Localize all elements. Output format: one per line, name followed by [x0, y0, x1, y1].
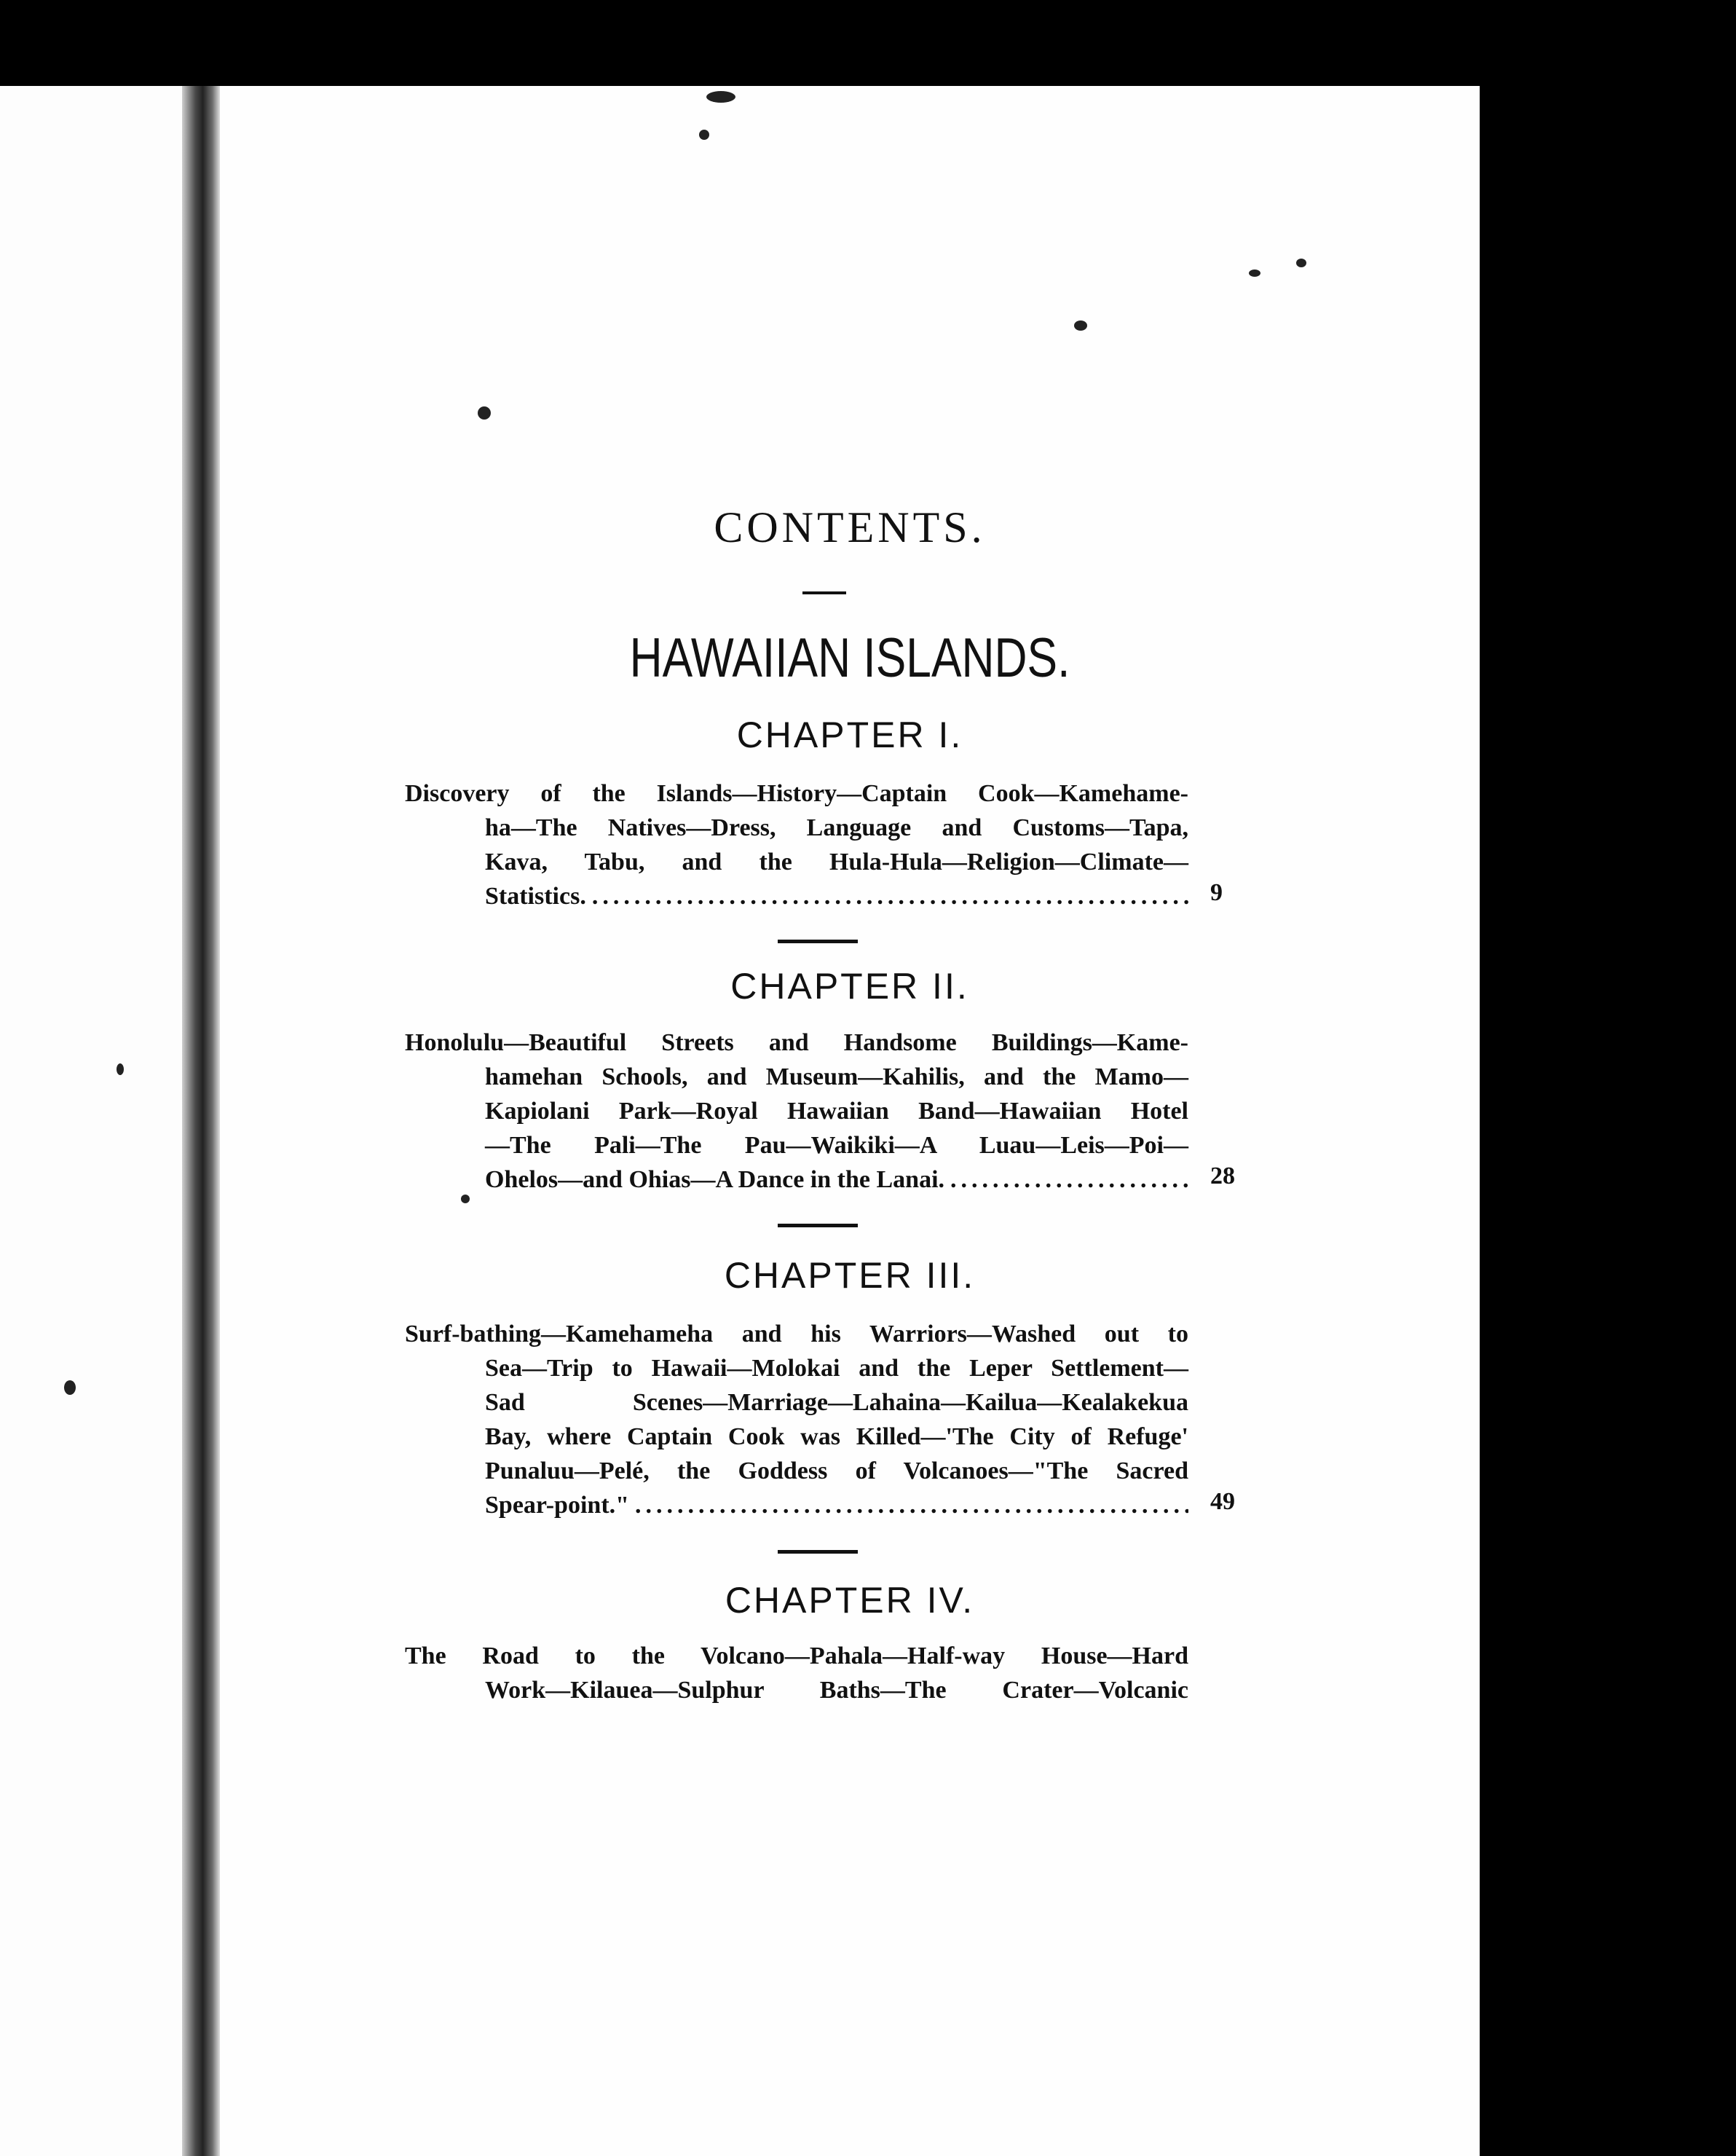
summary-line	[485, 879, 1188, 913]
summary-line: —The Pali—The Pau—Waikiki—A Luau—Leis—Poi—	[485, 1132, 1188, 1159]
speck	[64, 1380, 76, 1395]
summary-line	[485, 1488, 1188, 1522]
contents-heading: CONTENTS.	[714, 503, 986, 551]
summary-line: Work—Kilauea—Sulphur Baths—The Crater—Volcanic	[485, 1677, 1188, 1704]
summary-line: Surf-bathing—Kamehameha and his Warriors—Washed out to	[405, 1321, 1188, 1348]
dot-leaders	[635, 1488, 1188, 1522]
chapter-heading: CHAPTER II.	[730, 966, 969, 1007]
speck	[1296, 259, 1306, 267]
left-page-edge	[0, 86, 182, 2156]
summary-line: Sad Scenes—Marriage—Lahaina—Kailua—Kealakekua	[485, 1389, 1188, 1416]
part-title: HAWAIIAN ISLANDS.	[629, 627, 1070, 689]
chapter-rule	[778, 940, 858, 943]
summary-line	[485, 1162, 1188, 1197]
summary-line: Sea—Trip to Hawaii—Molokai and the Leper Settlement—	[485, 1355, 1188, 1382]
page-number: 49	[1210, 1488, 1235, 1515]
chapter-heading: CHAPTER III.	[724, 1255, 976, 1296]
summary-line: Kava, Tabu, and the Hula-Hula—Religion—Climate—	[485, 849, 1188, 876]
summary-line: hamehan Schools, and Museum—Kahilis, and the Mamo—	[485, 1063, 1188, 1090]
summary-line: Kapiolani Park—Royal Hawaiian Band—Hawaiian Hotel	[485, 1098, 1188, 1125]
chapter-summary	[405, 776, 1188, 913]
summary-text: Ohelos—and Ohias—A Dance in the Lanai.	[485, 1166, 945, 1193]
book-gutter	[182, 86, 220, 2156]
chapter-heading: CHAPTER I.	[736, 715, 963, 755]
summary-line: Bay, where Captain Cook was Killed—'The City of Refuge'	[485, 1423, 1188, 1450]
summary-text: Spear-point."	[485, 1492, 630, 1519]
summary-line: Honolulu—Beautiful Streets and Handsome Buildings—Kame-	[405, 1029, 1188, 1056]
speck	[117, 1063, 124, 1075]
page-number: 28	[1210, 1162, 1235, 1189]
speck	[1074, 320, 1087, 331]
summary-line: ha—The Natives—Dress, Language and Customs—Tapa,	[485, 814, 1188, 841]
speck	[1249, 270, 1260, 277]
summary-text: Statistics.	[485, 883, 586, 910]
summary-line: Discovery of the Islands—History—Captain Cook—Kamehame-	[405, 780, 1188, 807]
summary-line: The Road to the Volcano—Pahala—Half-way House—Hard	[405, 1642, 1188, 1669]
heading-rule	[802, 591, 846, 594]
page-number: 9	[1210, 879, 1223, 906]
chapter-rule	[778, 1550, 858, 1554]
chapter-heading: CHAPTER IV.	[725, 1580, 975, 1621]
speck	[478, 406, 491, 420]
dot-leaders	[950, 1162, 1188, 1197]
speck	[706, 91, 735, 103]
speck	[699, 130, 709, 140]
chapter-rule	[778, 1224, 858, 1227]
summary-line: Punaluu—Pelé, the Goddess of Volcanoes—"The Sacred	[485, 1457, 1188, 1484]
dot-leaders	[592, 879, 1188, 913]
chapter-summary	[405, 1317, 1188, 1522]
chapter-summary	[405, 1639, 1188, 1707]
chapter-summary	[405, 1026, 1188, 1197]
